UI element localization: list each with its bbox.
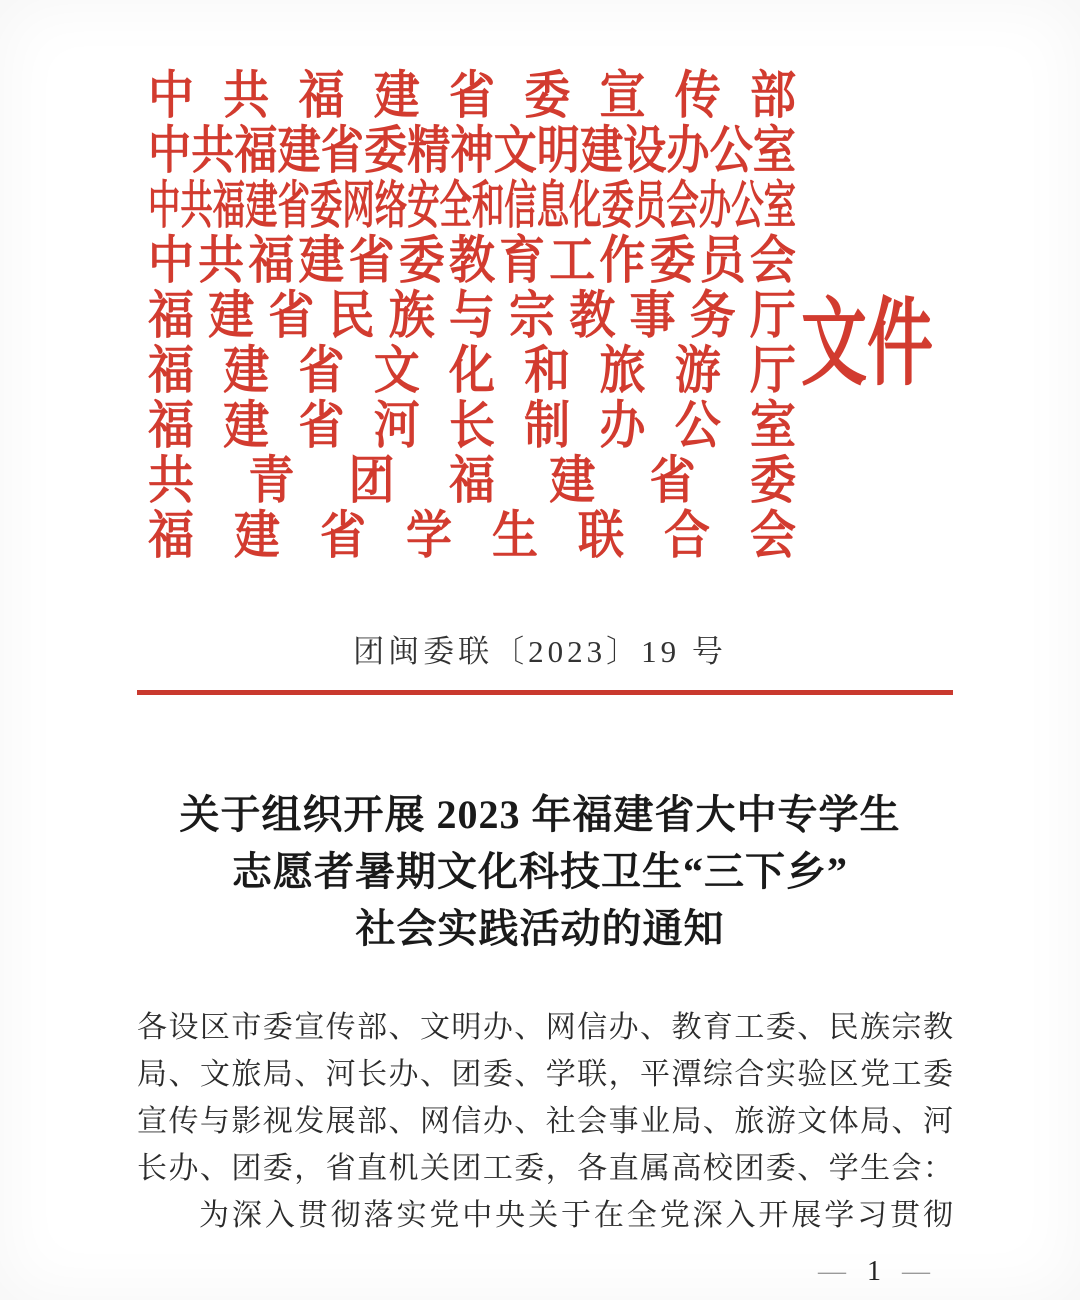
org-line-9: 福 建 省 学 生 联 合 会: [148, 506, 796, 565]
body-line-3: 宣 传 与 影 视 发 展 部 、 网 信 办 、 社 会 事 业 局 、 旅 游 文 体 局 、 河: [137, 1104, 953, 1138]
org-line-7: 福 建 省 河 长 制 办 公 室: [148, 396, 796, 455]
document-title: [0, 786, 1080, 957]
org-line-4: 中 共 福 建 省 委 教 育 工 作 委 员 会: [148, 231, 796, 290]
org-line-1: 中 共 福 建 省 委 宣 传 部: [148, 66, 796, 125]
body-line-1: 各 设 区 市 委 宣 传 部 、 文 明 办 、 网 信 办 、 教 育 工 委 、 民 族 宗 教: [137, 1010, 953, 1044]
org-line-8: 共 青 团 福 建 省 委: [148, 451, 796, 510]
org-line-5: 福 建 省 民 族 与 宗 教 事 务 厅: [148, 286, 796, 345]
org-line-2: 中 共 福 建 省 委 精 神 文 明 建 设 办 公 室: [148, 121, 796, 180]
body-line-2: 局 、 文 旅 局 、 河 长 办 、 团 委 、 学 联 ， 平 潭 综 合 实 验 区 党 工 委: [137, 1057, 953, 1091]
page-number: [818, 1256, 930, 1288]
body-line-5: 为 深 入 贯 彻 落 实 党 中 央 关 于 在 全 党 深 入 开 展 学 习 贯 彻: [199, 1198, 953, 1232]
body-text: [137, 1000, 953, 1235]
org-line-3: 中 共 福 建 省 委 网 络 安 全 和 信 息 化 委 员 会 办 公 室: [148, 176, 796, 235]
page-number-right-dash: —: [902, 1256, 930, 1287]
org-line-6: 福 建 省 文 化 和 旅 游 厅: [148, 341, 796, 400]
header-org-block: [148, 68, 796, 563]
page-number-left-dash: —: [818, 1256, 846, 1287]
title-line-2: 志愿者暑期文化科技卫生“三下乡”: [232, 849, 848, 894]
red-divider-rule: [137, 690, 953, 695]
page-number-value: 1: [867, 1256, 881, 1287]
title-line-1: 关于组织开展 2023 年福建省大中专学生: [179, 792, 901, 837]
body-line-4: 长 办 、 团 委 ， 省 直 机 关 团 工 委 ， 各 直 属 高 校 团 委 、 学 生 会 ：: [137, 1151, 953, 1185]
file-label: 文件: [801, 292, 933, 398]
document-number: 团闽委联〔2023〕19 号: [353, 634, 727, 669]
title-line-3: 社会实践活动的通知: [355, 906, 725, 951]
